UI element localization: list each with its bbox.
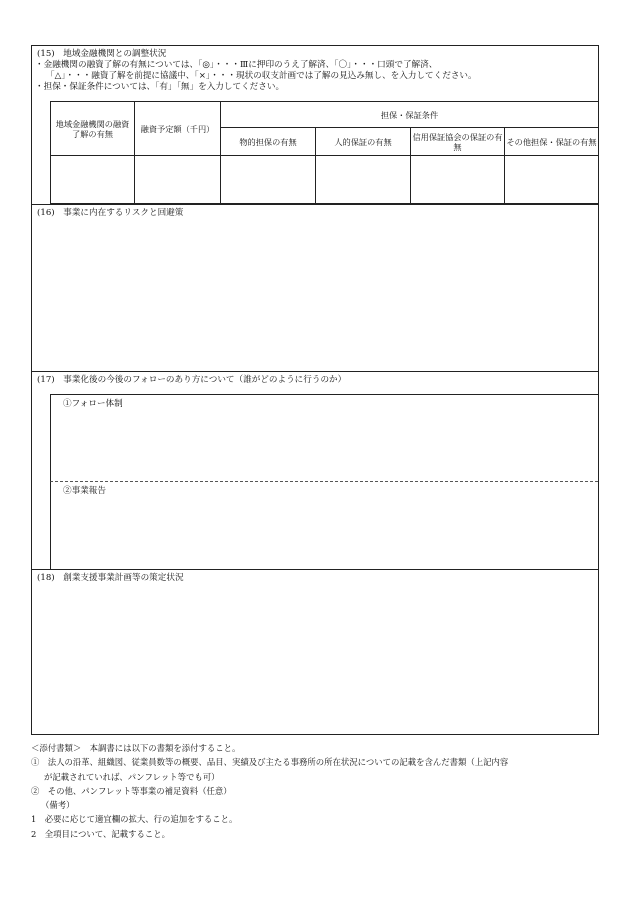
attachments-title: ＜添付書類＞ 本調書には以下の書類を添付すること。 bbox=[31, 743, 241, 753]
attachments-notes bbox=[31, 741, 606, 841]
attachment-item-2: ② その他、パンフレット等事業の補足資料（任意） bbox=[31, 785, 232, 796]
attachment-item-1: ① 法人の沿革、組織図、従業員数等の概要、品目、実績及び主たる事務所の所在状況についての記載を含んだ書類（上記内容 bbox=[31, 757, 509, 768]
follow-up-system-box[interactable] bbox=[50, 394, 598, 482]
section-18[interactable] bbox=[32, 570, 598, 734]
section-16[interactable] bbox=[32, 205, 598, 372]
remarks-label: （備考） bbox=[41, 800, 75, 811]
input-personal-guarantee[interactable] bbox=[316, 156, 411, 204]
financing-table bbox=[50, 101, 599, 204]
input-loan-approval[interactable] bbox=[51, 156, 135, 204]
section-15-instruction-1: ・金融機関の融資了解の有無については、「◎」・・・Ⅲに押印のうえ了解済、「〇」・・・口頭で了解済、 bbox=[35, 60, 438, 70]
header-loan-amount: 融資予定額（千円） bbox=[135, 102, 221, 156]
header-personal-guarantee: 人的保証の有無 bbox=[316, 128, 411, 156]
section-18-heading: (18) 創業支援事業計画等の策定状況 bbox=[37, 573, 184, 583]
section-15-instruction-3: ・担保・保証条件については、「有」「無」を入力してください。 bbox=[35, 82, 285, 92]
header-guarantee-conditions: 担保・保証条件 bbox=[221, 102, 599, 128]
business-report-label: ②事業報告 bbox=[63, 486, 106, 496]
input-other-guarantee[interactable] bbox=[505, 156, 599, 204]
header-other-guarantee: その他担保・保証の有無 bbox=[505, 128, 599, 156]
input-loan-amount[interactable] bbox=[135, 156, 221, 204]
input-credit-guarantee[interactable] bbox=[411, 156, 505, 204]
input-physical-collateral[interactable] bbox=[221, 156, 316, 204]
header-credit-guarantee: 信用保証協会の保証の有無 bbox=[411, 128, 505, 156]
form-frame bbox=[31, 45, 599, 735]
note-2: 2 全項目について、記載すること。 bbox=[31, 828, 170, 839]
follow-up-system-label: ①フォロー体制 bbox=[63, 399, 123, 409]
header-physical-collateral: 物的担保の有無 bbox=[221, 128, 316, 156]
business-report-box[interactable] bbox=[50, 482, 598, 569]
section-15-heading: (15) 地域金融機関との調整状況 bbox=[37, 49, 167, 59]
section-17-heading: (17) 事業化後の今後のフォローのあり方について（誰がどのように行うのか） bbox=[37, 375, 347, 385]
note-1: 1 必要に応じて適宜欄の拡大、行の追加をすること。 bbox=[31, 814, 238, 825]
section-15 bbox=[32, 46, 598, 205]
section-17 bbox=[32, 372, 598, 570]
header-loan-approval: 地域金融機関の融資了解の有無 bbox=[51, 102, 135, 156]
attachment-item-1-cont: が記載されていれば、パンフレット等でも可） bbox=[44, 771, 220, 782]
section-15-instruction-2: 「△」・・・融資了解を前提に協議中、「×」・・・現状の収支計画では了解の見込み無し、を入力してください。 bbox=[46, 71, 477, 81]
section-16-heading: (16) 事業に内在するリスクと回避策 bbox=[37, 208, 184, 218]
